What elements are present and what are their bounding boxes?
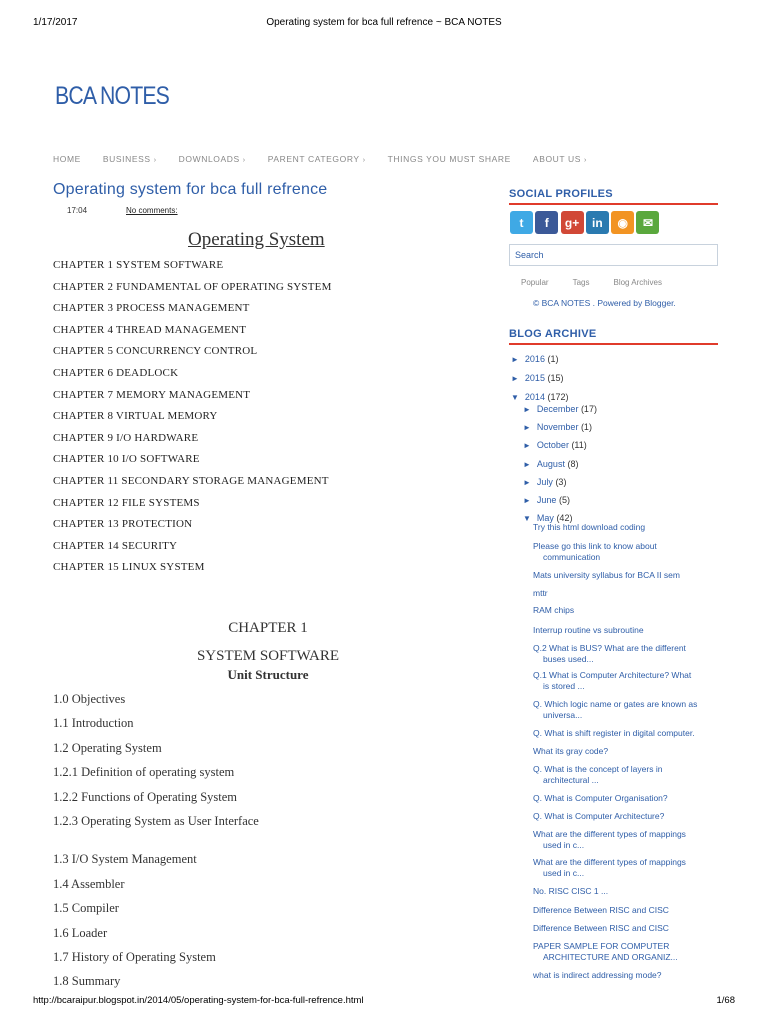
print-title: Operating system for bca full refrence ~ BCA NOTES [266,17,502,28]
archive-post-link[interactable] [533,829,713,850]
archive-post-line: Try this html download coding [533,522,646,532]
rss-icon[interactable]: ◉ [611,211,634,234]
archive-post-line: Interrup routine vs subroutine [533,625,644,635]
archive-year[interactable] [511,354,558,364]
archive-count: (17) [580,404,597,414]
archive-month[interactable] [523,495,570,505]
archive-post-link[interactable] [533,699,713,720]
archive-post-line: Q. What is the concept of layers in [533,764,663,774]
archive-month-label: June [536,495,559,505]
archive-month-label: July [536,477,556,487]
archive-post-line: Q. What is Computer Architecture? [533,811,665,821]
collapsed-arrow-icon[interactable]: ► [523,478,531,487]
collapsed-arrow-icon[interactable]: ► [523,423,531,432]
archive-month[interactable] [523,440,587,450]
archive-post-link[interactable] [533,905,713,916]
toc-item: 1.3 I/O System Management [53,852,197,867]
archive-month[interactable] [523,459,578,469]
archive-count: (8) [567,459,579,469]
chapter-link[interactable]: CHAPTER 2 FUNDAMENTAL OF OPERATING SYSTEM [53,280,332,293]
archive-post-line: used in c... [543,839,585,850]
chapter-link[interactable]: CHAPTER 3 PROCESS MANAGEMENT [53,302,250,315]
powered-by-text: © BCA NOTES . Powered by Blogger. [533,298,676,308]
chevron-right-icon: › [153,157,157,164]
archive-month-label: December [536,404,581,414]
post-meta [67,206,178,215]
toc-item: 1.2.1 Definition of operating system [53,765,235,780]
archive-post-link[interactable] [533,857,713,878]
archive-post-line: What are the different types of mappings [533,829,686,839]
nav-item-label: ABOUT US [532,154,582,164]
article-heading: Operating System [188,229,325,250]
chapter-link[interactable]: CHAPTER 4 THREAD MANAGEMENT [53,323,247,336]
archive-count: (15) [547,373,564,383]
archive-count: (42) [556,513,573,523]
chapter-link[interactable]: CHAPTER 14 SECURITY [53,539,178,552]
main-nav [53,154,609,164]
archive-post-line: Q.1 What is Computer Architecture? What [533,670,692,680]
nav-item-label: BUSINESS [102,154,151,164]
expanded-arrow-icon[interactable]: ▼ [511,393,519,402]
blog-archive-heading: BLOG ARCHIVE [509,328,597,340]
chapter-link[interactable]: CHAPTER 9 I/O HARDWARE [53,431,199,444]
sidebar-tab[interactable]: Popular [521,278,549,287]
archive-month[interactable] [523,404,597,414]
toc-item: 1.4 Assembler [53,876,125,891]
chapter-link[interactable]: CHAPTER 11 SECONDARY STORAGE MANAGEMENT [53,474,329,487]
collapsed-arrow-icon[interactable]: ► [511,374,519,383]
archive-month[interactable] [523,477,566,487]
nav-item-label: PARENT CATEGORY [267,154,360,164]
nav-item[interactable] [388,154,511,164]
site-title[interactable]: BCA NOTES [55,82,169,110]
archive-post-link[interactable] [533,643,713,664]
archive-post-line: ARCHITECTURE AND ORGANIZ... [543,951,678,962]
sidebar-tab[interactable]: Blog Archives [613,278,662,287]
archive-post-line: RAM chips [533,605,575,615]
chapter-link[interactable]: CHAPTER 12 FILE SYSTEMS [53,496,200,509]
archive-post-link[interactable] [533,746,713,757]
archive-month-label: August [536,459,568,469]
nav-item-label: DOWNLOADS [178,154,240,164]
archive-post-line: Q. What is Computer Organisation? [533,793,668,803]
print-date: 1/17/2017 [33,17,78,28]
post-title[interactable]: Operating system for bca full refrence [53,181,328,198]
archive-post-line: what is indirect addressing mode? [533,970,662,980]
sidebar-tab[interactable]: Tags [572,278,590,287]
archive-post-link[interactable] [533,941,713,962]
toc-item: 1.2 Operating System [53,740,162,755]
social-icons [510,211,662,234]
archive-count: (172) [547,392,569,402]
facebook-icon[interactable]: f [535,211,558,234]
chapter-link[interactable]: CHAPTER 15 LINUX SYSTEM [53,561,205,574]
archive-post-line: universa... [543,709,583,720]
archive-month-label: November [536,422,581,432]
nav-item[interactable] [268,154,366,164]
social-profiles-heading: SOCIAL PROFILES [509,188,613,200]
nav-item[interactable] [533,154,587,164]
archive-post-line: Please go this link to know about [533,541,657,551]
archive-count: (11) [571,440,587,450]
chevron-right-icon: › [584,157,587,164]
archive-post-line: No. RISC CISC 1 ... [533,886,609,896]
archive-post-link[interactable] [533,541,713,562]
collapsed-arrow-icon[interactable]: ► [523,441,531,450]
archive-post-line: mttr [533,588,548,598]
collapsed-arrow-icon[interactable]: ► [523,405,531,414]
archive-post-line: architectural ... [543,774,599,785]
comments-link[interactable]: No comments: [126,206,178,215]
nav-item[interactable] [179,154,246,164]
archive-post-line: communication [543,551,601,562]
archive-post-link[interactable] [533,764,713,785]
archive-month-label: October [536,440,572,450]
archive-count: (1) [580,422,592,432]
toc-item: 1.1 Introduction [53,716,134,731]
divider [509,343,718,345]
archive-post-link[interactable] [533,570,713,581]
archive-post-link[interactable] [533,670,713,691]
collapsed-arrow-icon[interactable]: ► [523,496,531,505]
chapter-link[interactable]: CHAPTER 13 PROTECTION [53,518,193,531]
archive-post-line: What its gray code? [533,746,609,756]
chapter-link[interactable]: CHAPTER 8 VIRTUAL MEMORY [53,410,218,423]
archive-post-link[interactable] [533,605,713,616]
print-url: http://bcaraipur.blogspot.in/2014/05/operating-system-for-bca-full-refrence.html [33,995,364,1006]
toc-item: 1.2.3 Operating System as User Interface [53,813,259,828]
archive-year[interactable] [511,392,568,402]
collapsed-arrow-icon[interactable]: ► [511,355,519,364]
nav-item[interactable] [53,154,81,164]
archive-post-line: Q. What is shift register in digital computer. [533,728,695,738]
chapter-link[interactable]: CHAPTER 10 I/O SOFTWARE [53,453,200,466]
archive-post-link[interactable] [533,970,713,981]
archive-post-line: Mats university syllabus for BCA II sem [533,570,680,580]
sidebar-tabs [521,278,686,287]
archive-month-label: May [536,513,557,523]
archive-month[interactable] [523,422,592,432]
toc-item: 1.0 Objectives [53,692,126,706]
chevron-right-icon: › [242,157,246,164]
archive-post-line: Q.2 What is BUS? What are the different [533,643,686,653]
print-page-number: 1/68 [716,995,735,1006]
toc-item: 1.6 Loader [53,925,108,940]
linkedin-icon[interactable]: in [586,211,609,234]
collapsed-arrow-icon[interactable]: ► [523,460,531,469]
twitter-icon[interactable]: t [510,211,533,234]
chapter-list [53,259,332,583]
archive-post-line: Difference Between RISC and CISC [533,905,669,915]
chapter-link[interactable]: CHAPTER 5 CONCURRENCY CONTROL [53,345,258,358]
chapter-link[interactable]: CHAPTER 7 MEMORY MANAGEMENT [53,388,251,401]
unit-structure-list [53,692,259,999]
archive-count: (1) [547,354,559,364]
chevron-right-icon: › [362,157,366,164]
nav-item-label: HOME [53,154,81,164]
archive-post-line: Difference Between RISC and CISC [533,923,669,933]
archive-post-line: buses used... [543,653,594,664]
archive-post-line: What are the different types of mappings [533,857,686,867]
archive-post-line: used in c... [543,867,585,878]
post-time: 17:04 [67,206,88,215]
divider [509,203,718,205]
archive-year-label: 2014 [524,392,548,402]
archive-year-label: 2015 [524,373,548,383]
chapter1-subtitle: SYSTEM SOFTWARE [196,648,340,664]
archive-post-link[interactable] [533,728,713,739]
archive-year-label: 2016 [524,354,548,364]
archive-post-link[interactable] [533,793,713,804]
expanded-arrow-icon[interactable]: ▼ [523,514,531,523]
archive-count: (3) [555,477,567,487]
chapter-link[interactable]: CHAPTER 6 DEADLOCK [53,366,179,379]
chapter-link[interactable]: CHAPTER 1 SYSTEM SOFTWARE [53,259,224,271]
toc-item: 1.7 History of Operating System [53,949,216,964]
archive-post-link[interactable] [533,886,713,897]
archive-post-link[interactable] [533,923,713,934]
archive-post-link[interactable] [533,588,713,599]
archive-post-line: Q. Which logic name or gates are known as [533,699,698,709]
unit-structure-heading: Unit Structure [227,667,309,682]
archive-post-link[interactable] [533,522,713,533]
archive-post-link[interactable] [533,625,713,636]
email-icon[interactable]: ✉ [636,211,659,234]
toc-item: 1.8 Summary [53,974,121,989]
chapter1-title: CHAPTER 1 [228,620,308,636]
toc-item: 1.2.2 Functions of Operating System [53,789,238,804]
archive-post-link[interactable] [533,811,713,822]
archive-post-line: is stored ... [543,680,585,691]
nav-item-label: THINGS YOU MUST SHARE [387,154,511,164]
archive-year[interactable] [511,373,563,383]
google-plus-icon[interactable]: g+ [561,211,584,234]
archive-post-line: PAPER SAMPLE FOR COMPUTER [533,941,670,951]
archive-count: (5) [558,495,570,505]
toc-item: 1.5 Compiler [53,901,119,916]
search-input[interactable]: Search [509,244,718,266]
nav-item[interactable] [103,154,157,164]
